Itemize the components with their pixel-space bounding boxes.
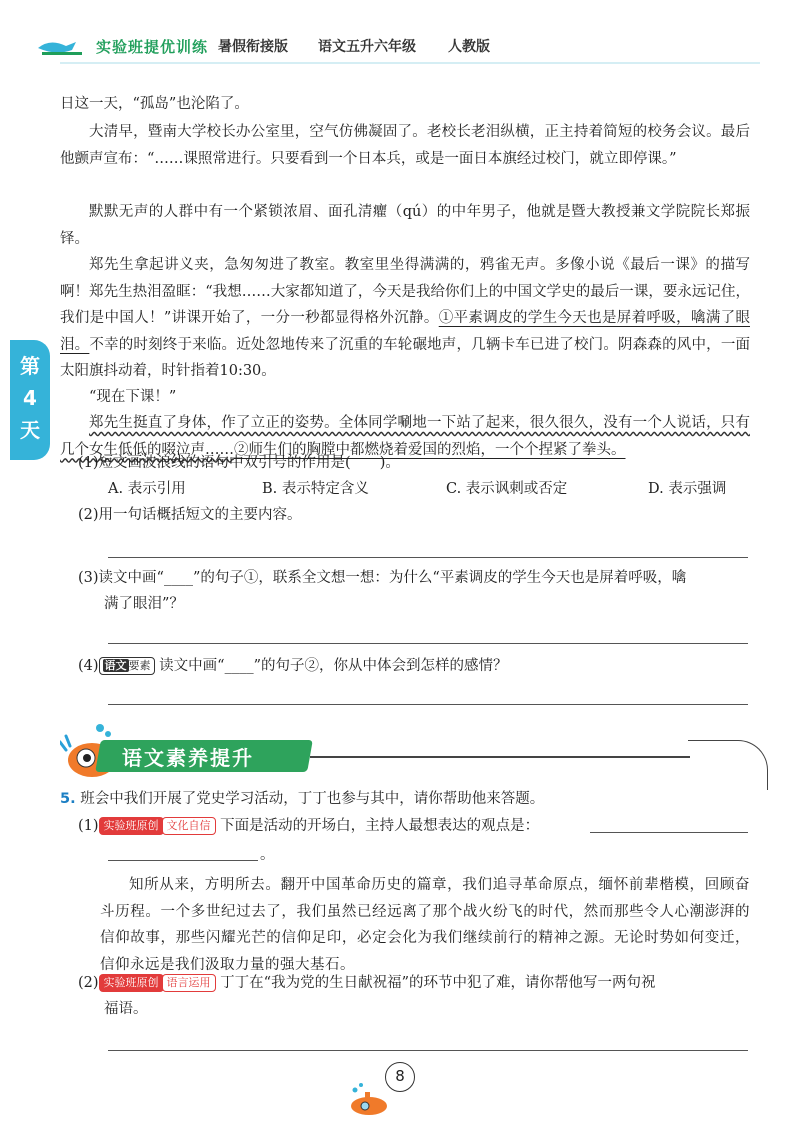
- sub-question-number: (2): [78, 975, 99, 991]
- question-3: (3)读文中画“____”的句子①，联系全文想一想：为什么“平素调皮的学生今天也是屏着呼吸，噙: [78, 570, 687, 586]
- answer-line[interactable]: [108, 860, 258, 861]
- question-2: (2)用一句话概括短文的主要内容。: [78, 507, 302, 523]
- section-title: 语文素养提升: [122, 746, 254, 770]
- opening-speech-passage: 知所从来，方明所去。翻开中国革命历史的篇章，我们追寻革命原点，缅怀前辈楷模，回顾奋斗历程。一个多世纪过去了，我们虽然已经远离了那个战火纷飞的时代，然而那些令人心潮澎湃的信仰故事，那些闪耀光芒的信仰足印，必定会化为我们继续前行的精神之源。无论时势如何变迁，信仰永远是我们汲取力量的强大基石。: [100, 877, 750, 973]
- section-banner: [60, 720, 760, 788]
- option-c[interactable]: C. 表示讽刺或否定: [446, 481, 568, 497]
- sub-question-number: (1): [78, 818, 99, 834]
- page-header: [0, 0, 800, 70]
- option-b[interactable]: B. 表示特定含义: [262, 481, 369, 497]
- banner-rule: [310, 756, 690, 758]
- answer-line[interactable]: [108, 1050, 748, 1051]
- page-number: 8: [385, 1062, 415, 1092]
- header-divider: [60, 62, 760, 64]
- answer-line[interactable]: [108, 557, 748, 558]
- passage-paragraph: 日这一天，“孤岛”也沦陷了。: [60, 96, 249, 112]
- brand-title: 实验班提优训练: [96, 38, 209, 56]
- sub-question-text: 下面是活动的开场白，主持人最想表达的观点是：: [220, 818, 540, 834]
- question-5: [60, 786, 544, 812]
- banner-curve: [688, 740, 768, 790]
- language-use-tag: 语言运用: [162, 974, 216, 992]
- question-3-cont: 满了眼泪”？: [104, 596, 184, 612]
- day-tab-char: 第: [20, 354, 40, 378]
- question-5-2: [78, 970, 655, 996]
- passage-text: 不幸的时刻终于来临。近处忽地传来了沉重的车轮碾地声，几辆卡车已进了校门。阴森森的风中，一面太阳旗抖动着，时针指着10:30。: [60, 336, 751, 379]
- question-1: (1)短文画波浪线的语句中双引号的作用是( )。: [78, 455, 400, 471]
- question-4-text: 读文中画“____”的句子②，你从中体会到怎样的感情？: [154, 658, 508, 674]
- brand-logo-icon: [36, 34, 94, 60]
- option-d[interactable]: D. 表示强调: [648, 481, 727, 497]
- passage-paragraph: 大清早，暨南大学校长办公室里，空气仿佛凝固了。老校长老泪纵横，正主持着简短的校务会议。最后他颤声宣布：“……课照常进行。只要看到一个日本兵，或是一面日本旗经过校门，就立即停课。”: [60, 124, 750, 167]
- original-tag: 实验班原创: [99, 817, 164, 835]
- original-tag: 实验班原创: [99, 974, 164, 992]
- publisher-label: 人教版: [448, 39, 490, 55]
- option-a[interactable]: A. 表示引用: [108, 481, 186, 497]
- question-4-number: (4): [78, 658, 99, 674]
- answer-line[interactable]: [108, 643, 748, 644]
- day-tab-number: 4: [23, 386, 37, 410]
- underlined-sentence-1: ①平素调皮的学生今天也是屏着呼吸，噙满了眼泪。: [60, 310, 750, 353]
- question-5-text: 班会中我们开展了党史学习活动，丁丁也参与其中，请你帮助他来答题。: [80, 791, 545, 807]
- passage-paragraph: “现在下课！”: [89, 389, 177, 405]
- grade-label: 语文五升六年级: [318, 39, 416, 55]
- underlined-sentence-2: ②师生们的胸膛中都燃烧着爱国的烈焰，一个个捏紧了拳头。: [234, 441, 626, 458]
- day-side-tab: [10, 340, 50, 460]
- answer-line[interactable]: [590, 832, 748, 833]
- question-4: [78, 653, 507, 679]
- passage-text: 郑先生拿起讲义夹，急匆匆进了教室。教室里坐得满满的，鸦雀无声。多像小说《最后一课》的描写啊！郑先生热泪盈眶：“我想……大家都知道了，今天是我给你们上的中国文学史的最后一课，要永远记住，我们是中国人！”讲课开始了，一分一秒都显得格外沉静。: [60, 257, 750, 326]
- language-element-tag: 语文 要素: [99, 657, 155, 675]
- passage-paragraph: [60, 252, 750, 385]
- question-5-1: [78, 813, 539, 839]
- question-5-number: 5.: [60, 791, 76, 807]
- edition-label: 暑假衔接版: [218, 39, 288, 55]
- wavy-underlined-sentence: 郑先生挺直了身体，作了立正的姿势。全体同学唰地一下站了起来，很久很久，没有一个人说话，只有几个女生低低的啜泣声……: [60, 415, 750, 458]
- answer-line[interactable]: [108, 704, 748, 705]
- sub-question-text: 丁丁在“我为党的生日献祝福”的环节中犯了难，请你帮他写一两句祝: [220, 975, 656, 991]
- sentence-end: 。: [260, 847, 275, 863]
- culture-tag: 文化自信: [162, 817, 216, 835]
- passage-paragraph: 默默无声的人群中有一个紧锁浓眉、面孔清癯（qú）的中年男子，他就是暨大教授兼文学院院长郑振铎。: [60, 204, 750, 247]
- day-tab-char: 天: [20, 418, 40, 442]
- question-5-2-cont: 福语。: [104, 1001, 148, 1017]
